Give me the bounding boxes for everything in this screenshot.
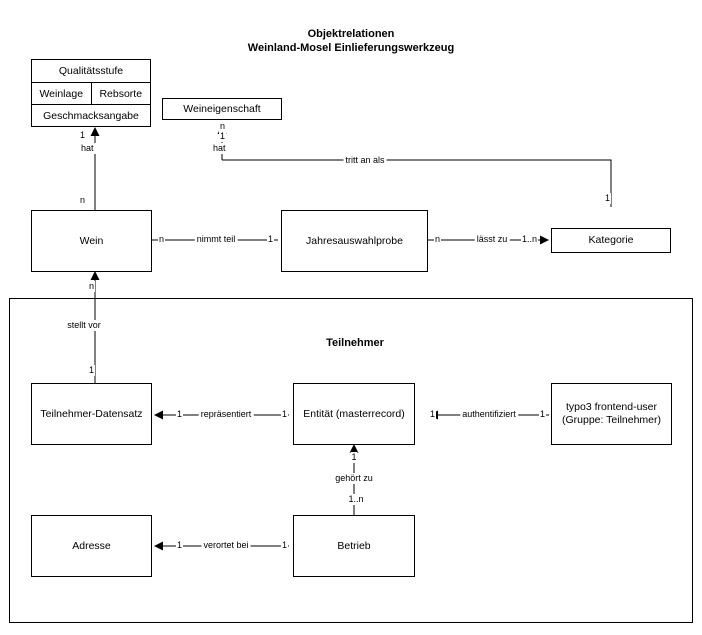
diagram-title-line2: Weinland-Mosel Einlieferungswerkzeug <box>247 42 455 54</box>
node-kategorie: Kategorie <box>551 228 671 253</box>
node-adresse: Adresse <box>31 515 152 577</box>
cardinality-wein-hat: n <box>80 195 86 205</box>
cardinality-geschmack-hat: 1 <box>80 130 86 140</box>
node-teilnehmer-datensatz: Teilnehmer-Datensatz <box>31 383 152 445</box>
group-teilnehmer-label: Teilnehmer <box>326 337 384 349</box>
edge-label-laesst-zu: lässt zu <box>476 234 508 244</box>
node-weinlage: Weinlage <box>39 87 84 100</box>
node-typo3-line1: typo3 frontend-user <box>565 401 658 413</box>
node-betrieb: Betrieb <box>293 515 415 577</box>
cardinality-kategorie-laesst-zu: 1..n <box>522 234 538 244</box>
cardinality-wein-nimmt-teil: n <box>159 234 165 244</box>
stack-row-qualitaetsstufe <box>32 60 150 82</box>
node-typo3-frontend-user <box>551 383 672 445</box>
edge-label-hat-right: hat <box>213 143 226 153</box>
edge-label-gehoert-zu: gehört zu <box>335 473 373 483</box>
cardinality-entitaet-authentifiziert: 1 <box>430 409 436 419</box>
node-rebsorte: Rebsorte <box>91 83 151 104</box>
diagram-title-line1: Objektrelationen <box>307 28 395 40</box>
cardinality-entitaet-repraesentiert: 1 <box>282 409 288 419</box>
edge-label-hat-left: hat <box>81 143 94 153</box>
cardinality-datensatz-repraesentiert: 1 <box>177 409 183 419</box>
node-jahresauswahlprobe: Jahresauswahlprobe <box>281 210 428 272</box>
cardinality-probe-laesst-zu: n <box>435 234 441 244</box>
edge-label-repraesentiert: repräsentiert <box>200 409 252 419</box>
cardinality-weineigenschaft-n: n <box>220 121 226 131</box>
edge-label-tritt-an-als: tritt an als <box>345 155 385 165</box>
edge-label-authentifiziert: authentifiziert <box>462 409 516 419</box>
edge-label-nimmt-teil: nimmt teil <box>196 234 236 244</box>
node-weineigenschaft: Weineigenschaft <box>162 98 282 120</box>
cardinality-typo3-authentifiziert: 1 <box>540 409 546 419</box>
cardinality-weineigenschaft-1: 1 <box>220 131 226 141</box>
stack-row-weinlage-rebsorte <box>32 82 150 104</box>
node-geschmacksangabe: Geschmacksangabe <box>43 109 139 122</box>
node-wein-attribute-stack <box>31 59 151 127</box>
cardinality-kategorie-top: 1 <box>605 193 611 203</box>
node-entitaet-masterrecord: Entität (masterrecord) <box>293 383 415 445</box>
cardinality-entitaet-gehoert-zu: 1 <box>351 452 357 462</box>
cardinality-betrieb-verortet-bei: 1 <box>282 540 288 550</box>
cardinality-datensatz-stellt-vor: 1 <box>89 365 95 375</box>
stack-row-geschmacksangabe <box>32 104 150 126</box>
node-wein: Wein <box>31 210 152 272</box>
cardinality-betrieb-gehoert-zu: 1..n <box>348 494 364 504</box>
cardinality-probe-nimmt-teil: 1 <box>268 234 274 244</box>
node-typo3-line2: (Gruppe: Teilnehmer) <box>561 414 662 426</box>
edge-label-verortet-bei: verortet bei <box>203 540 249 550</box>
node-qualitaetsstufe: Qualitätsstufe <box>58 65 124 77</box>
cardinality-adresse-verortet-bei: 1 <box>177 540 183 550</box>
cardinality-wein-stellt-vor: n <box>89 281 95 291</box>
edge-label-stellt-vor: stellt vor <box>67 320 101 330</box>
